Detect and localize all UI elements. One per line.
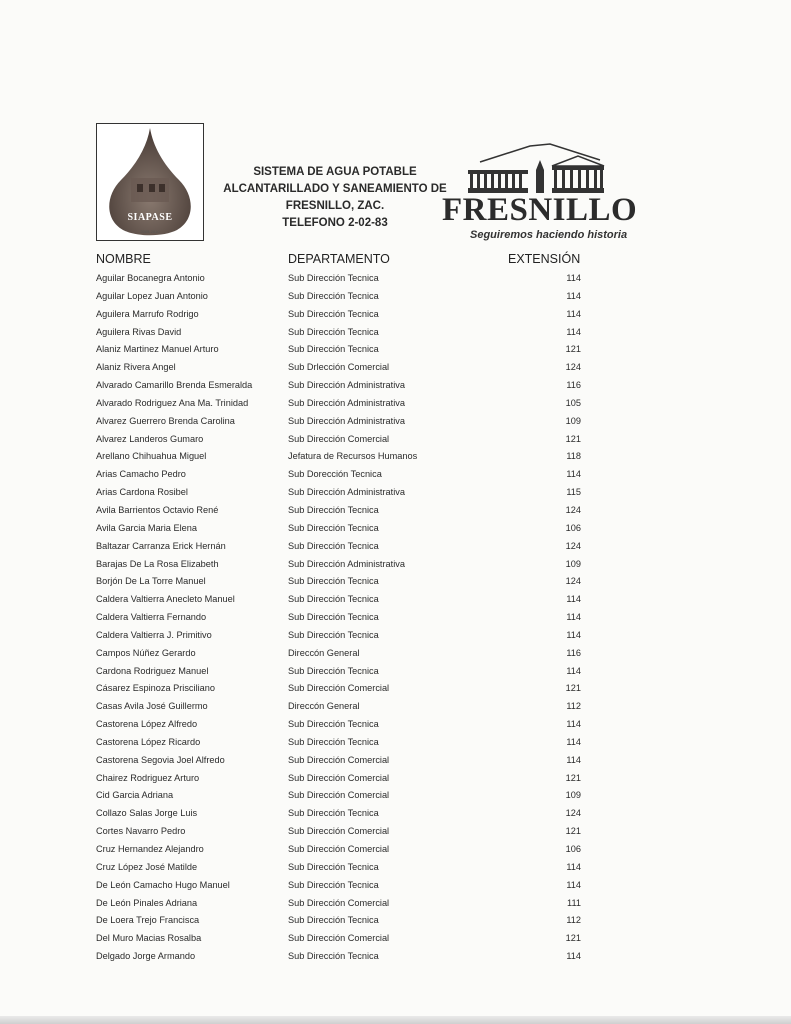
extension-number: 114	[566, 736, 581, 747]
extension-number: 115	[566, 487, 581, 498]
extension-number: 114	[566, 594, 581, 605]
table-row	[0, 288, 791, 306]
extension-number: 111	[567, 897, 581, 908]
extension-number: 121	[565, 433, 581, 444]
extension-number: 121	[565, 683, 581, 694]
employee-name: Alvarez Landeros Gumaro	[96, 433, 204, 444]
employee-name: Avila Garcia Maria Elena	[96, 522, 197, 533]
department: Sub Drlección Comercial	[288, 362, 390, 373]
extension-number: 112	[566, 915, 581, 926]
extension-number: 109	[565, 790, 581, 801]
table-row	[0, 538, 791, 556]
extension-number: 114	[566, 665, 581, 676]
department: Sub Dirección Administrativa	[288, 380, 405, 391]
logo-year: 2005-2010	[140, 229, 160, 234]
table-row	[0, 556, 791, 574]
table-row	[0, 787, 791, 805]
employee-name: Alaniz Martinez Manuel Arturo	[96, 344, 219, 355]
extension-number: 106	[565, 844, 581, 854]
table-row	[0, 431, 791, 449]
table-row	[0, 413, 791, 431]
extension-number: 124	[565, 540, 581, 551]
building-skyline-icon	[440, 140, 640, 200]
employee-name: Alvarado Rodriguez Ana Ma. Trinidad	[96, 397, 249, 408]
table-row	[0, 645, 791, 663]
table-row	[0, 573, 791, 591]
employee-name: Cruz López José Matilde	[96, 861, 198, 872]
siapase-logo	[96, 123, 204, 241]
employee-name: Aguilar Bocanegra Antonio	[96, 273, 205, 283]
department: Sub Dirección Tecnica	[288, 326, 379, 337]
table-row	[0, 359, 791, 377]
extension-number: 116	[566, 647, 581, 658]
table-row	[0, 484, 791, 502]
employee-name: Cortes Navarro Pedro	[96, 826, 186, 837]
extension-number: 109	[565, 558, 581, 569]
employee-name: Cid Garcia Adriana	[96, 790, 174, 801]
employee-name: Alvarado Camarillo Brenda Esmeralda	[96, 380, 253, 391]
table-row	[0, 324, 791, 342]
extension-number: 114	[566, 951, 581, 962]
employee-name: Collazo Salas Jorge Luis	[96, 808, 198, 819]
table-row	[0, 680, 791, 698]
column-header-name: NOMBRE	[96, 252, 151, 266]
extension-number: 116	[566, 380, 581, 391]
employee-name: Arellano Chihuahua Miguel	[96, 451, 207, 462]
extension-number: 124	[565, 576, 581, 587]
department: Sub Dirección Tecnica	[288, 594, 379, 605]
extension-number: 124	[565, 362, 581, 373]
department: Sub Dirección Tecnica	[288, 576, 379, 587]
extension-number: 114	[566, 326, 581, 337]
extension-number: 114	[566, 273, 581, 283]
department: Sub Dirección Comercial	[288, 754, 390, 765]
employee-name: Aguilar Lopez Juan Antonio	[96, 290, 208, 301]
extension-number: 109	[565, 415, 581, 426]
table-row	[0, 841, 791, 859]
employee-name: Baltazar Carranza Erick Hernán	[96, 540, 226, 551]
employee-name: Cásarez Espinoza Prisciliano	[96, 683, 215, 694]
extension-number: 124	[565, 504, 581, 515]
department: Sub Dirección Comercial	[288, 790, 390, 801]
employee-name: Caldera Valtierra Anecleto Manuel	[96, 594, 235, 605]
department: Sub Dirección Comercial	[288, 826, 390, 837]
employee-name: Cruz Hernandez Alejandro	[96, 844, 204, 854]
extension-number: 114	[566, 754, 581, 765]
table-row	[0, 877, 791, 895]
department: Sub Dirección Tecnica	[288, 629, 379, 640]
employee-name: Delgado Jorge Armando	[96, 951, 196, 962]
employee-name: Borjón De La Torre Manuel	[96, 576, 206, 587]
brand-slogan: Seguiremos haciendo historia	[470, 229, 628, 241]
department: Sub Dirección Tecnica	[288, 612, 379, 623]
extension-number: 121	[565, 772, 581, 783]
extension-number: 118	[566, 451, 581, 462]
extension-number: 114	[566, 308, 581, 319]
extension-number: 114	[566, 719, 581, 730]
table-row	[0, 520, 791, 538]
logo-text: SIAPASE	[127, 212, 173, 223]
extension-number: 114	[566, 469, 581, 480]
table-row	[0, 466, 791, 484]
table-row	[0, 948, 791, 966]
table-row	[0, 770, 791, 788]
employee-name: Avila Barrientos Octavio René	[96, 504, 219, 515]
employee-name: Castorena López Ricardo	[96, 736, 201, 747]
employee-name: Del Muro Macias Rosalba	[96, 933, 202, 944]
employee-name: Aguilera Marrufo Rodrigo	[96, 308, 199, 319]
department: Sub Dirección Comercial	[288, 683, 390, 694]
department: Sub Dirección Tecnica	[288, 540, 379, 551]
department: Sub Dirección Tecnica	[288, 665, 379, 676]
extension-number: 106	[565, 522, 581, 533]
department: Sub Dirección Comercial	[288, 772, 390, 783]
table-row	[0, 377, 791, 395]
table-row	[0, 912, 791, 930]
table-row	[0, 698, 791, 716]
extension-number: 121	[565, 826, 581, 837]
extension-number: 114	[566, 290, 581, 301]
department: Sub Dirección Tecnica	[288, 719, 379, 730]
header-line: SISTEMA DE AGUA POTABLE	[253, 166, 417, 178]
employee-name: De León Pinales Adriana	[96, 897, 198, 908]
table-row	[0, 609, 791, 627]
header-line: FRESNILLO, ZAC.	[285, 200, 385, 212]
employee-name: Arias Cardona Rosibel	[96, 487, 188, 498]
department: Direccón General	[288, 701, 360, 712]
directory-list	[0, 270, 791, 966]
extension-number: 112	[566, 701, 581, 712]
table-row	[0, 448, 791, 466]
employee-name: Caldera Valtierra J. Primitivo	[96, 629, 212, 640]
extension-number: 121	[565, 933, 581, 944]
table-row	[0, 270, 791, 288]
table-row	[0, 341, 791, 359]
extension-number: 124	[565, 808, 581, 819]
department: Sub Dirección Tecnica	[288, 273, 379, 283]
header-line: ALCANTARILLADO Y SANEAMIENTO DE	[223, 183, 447, 195]
department: Sub Dirección Tecnica	[288, 915, 379, 926]
employee-name: De León Camacho Hugo Manuel	[96, 879, 230, 890]
department: Sub Dirección Comercial	[288, 933, 390, 944]
table-row	[0, 734, 791, 752]
employee-name: Casas Avila José Guillermo	[96, 701, 208, 712]
department: Sub Dirección Administrativa	[288, 487, 405, 498]
employee-name: Castorena Segovia Joel Alfredo	[96, 754, 225, 765]
employee-name: Cardona Rodriguez Manuel	[96, 665, 209, 676]
department: Jefatura de Recursos Humanos	[288, 451, 418, 462]
employee-name: Alaniz Rivera Angel	[96, 362, 176, 373]
employee-name: Alvarez Guerrero Brenda Carolina	[96, 415, 235, 426]
brand-name: FRESNILLO	[442, 192, 638, 228]
table-row	[0, 805, 791, 823]
scan-edge	[0, 1016, 791, 1024]
employee-name: De Loera Trejo Francisca	[96, 915, 200, 926]
extension-number: 121	[565, 344, 581, 355]
department: Sub Dirección Tecnica	[288, 344, 379, 355]
table-row	[0, 502, 791, 520]
table-row	[0, 395, 791, 413]
extension-number: 114	[566, 629, 581, 640]
department: Sub Dirección Tecnica	[288, 951, 379, 962]
fresnillo-logo	[440, 140, 640, 245]
table-row	[0, 895, 791, 913]
extension-number: 114	[566, 612, 581, 623]
department: Sub Dirección Tecnica	[288, 808, 379, 819]
column-header-extension: EXTENSIÓN	[508, 252, 581, 266]
department: Sub Dirección Tecnica	[288, 504, 379, 515]
department: Sub Dirección Comercial	[288, 844, 390, 854]
department: Sub Dirección Administrativa	[288, 558, 405, 569]
department: Sub Dirección Tecnica	[288, 736, 379, 747]
table-row	[0, 591, 791, 609]
department: Sub Dirección Tecnica	[288, 861, 379, 872]
employee-name: Barajas De La Rosa Elizabeth	[96, 558, 219, 569]
table-row	[0, 716, 791, 734]
department: Sub Dirección Tecnica	[288, 290, 379, 301]
header-line: TELEFONO 2-02-83	[282, 217, 388, 229]
employee-name: Aguilera Rivas David	[96, 326, 182, 337]
table-row	[0, 930, 791, 948]
employee-name: Arias Camacho Pedro	[96, 469, 186, 480]
table-row	[0, 306, 791, 324]
department: Sub Dirección Administrativa	[288, 415, 405, 426]
department: Sub Dirección Administrativa	[288, 397, 405, 408]
employee-name: Caldera Valtierra Fernando	[96, 612, 207, 623]
employee-name: Campos Núñez Gerardo	[96, 647, 196, 658]
table-row	[0, 859, 791, 877]
extension-number: 114	[566, 879, 581, 890]
document-header	[222, 164, 448, 232]
department: Sub Dirección Comercial	[288, 433, 390, 444]
department: Sub Dorección Tecnica	[288, 469, 382, 480]
extension-number: 105	[565, 397, 581, 408]
department: Sub Dirección Comercial	[288, 897, 390, 908]
department: Sub Dirección Tecnica	[288, 879, 379, 890]
table-row	[0, 627, 791, 645]
employee-name: Chairez Rodriguez Arturo	[96, 772, 200, 783]
extension-number: 114	[566, 861, 581, 872]
department: Sub Dirección Tecnica	[288, 522, 379, 533]
department: Direccón General	[288, 647, 360, 658]
column-header-department: DEPARTAMENTO	[288, 252, 390, 266]
table-row	[0, 663, 791, 681]
department: Sub Dirección Tecnica	[288, 308, 379, 319]
table-row	[0, 823, 791, 841]
employee-name: Castorena López Alfredo	[96, 719, 198, 730]
table-row	[0, 752, 791, 770]
